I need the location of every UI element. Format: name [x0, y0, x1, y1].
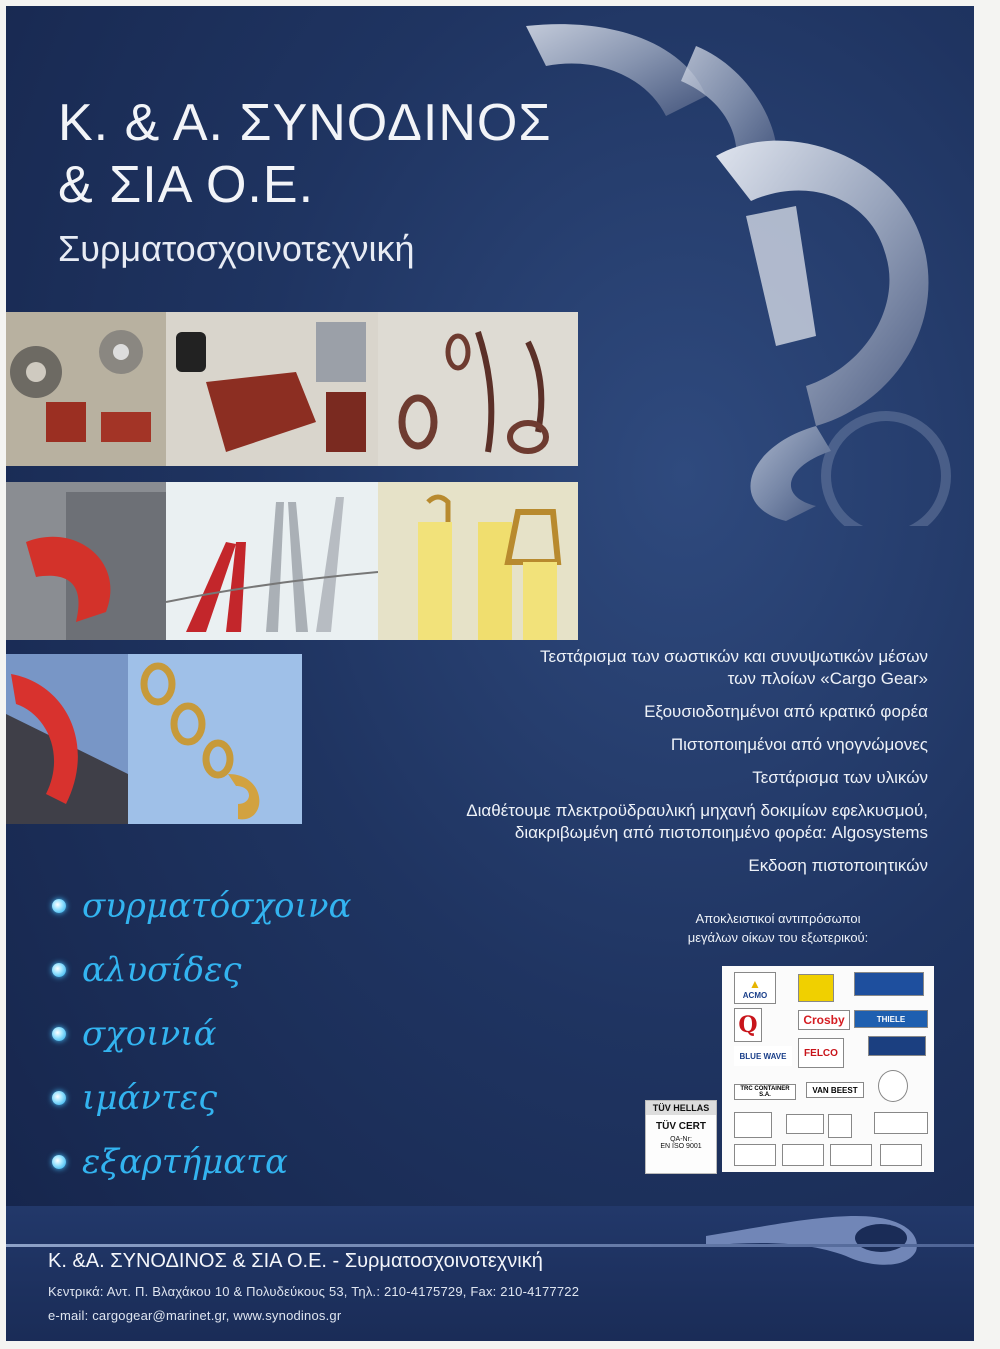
- photo-crane: [6, 654, 128, 824]
- tuv-iso-label: EN ISO 9001: [660, 1143, 702, 1150]
- bullet-icon: [52, 1027, 66, 1041]
- company-title-line1: Κ. & Α. ΣΥΝΟΔΙΝΟΣ: [58, 94, 552, 152]
- product-item: [52, 1130, 351, 1194]
- footer-email: e-mail: cargogear@marinet.gr, www.synodinos.gr: [48, 1308, 342, 1323]
- service-cargo-gear: [328, 646, 928, 690]
- representatives-line: μεγάλων οίκων του εξωτερικού:: [687, 930, 869, 945]
- company-title: [58, 92, 551, 216]
- representatives-line: Αποκλειστικοί αντιπρόσωποι: [695, 911, 861, 926]
- small-logo: [734, 1144, 776, 1166]
- tuv-certificate: [645, 1100, 717, 1174]
- thiele-logo: THIELE: [854, 1010, 928, 1028]
- small-logo: [786, 1114, 824, 1134]
- talurit-logo: [868, 1036, 926, 1056]
- services-list: [328, 646, 928, 888]
- product-item: [52, 1002, 351, 1066]
- photo-pulleys: [6, 312, 166, 466]
- acmo-logo-mark: ▲: [749, 976, 761, 991]
- small-logo: [874, 1112, 928, 1134]
- bullet-icon: [52, 963, 66, 977]
- wire-rope-logo: [798, 974, 834, 1002]
- small-logo: [828, 1114, 852, 1138]
- footer-company: Κ. &Α. ΣΥΝΟΔΙΝΟΣ & ΣΙΑ Ο.Ε. - Συρματοσχοινοτεχνική: [48, 1250, 543, 1272]
- footer-divider: [6, 1244, 974, 1247]
- product-label: συρματόσχοινα: [82, 886, 352, 926]
- photo-red-fittings: [166, 312, 378, 466]
- thimble-icon: [706, 1196, 926, 1276]
- small-logo: [782, 1144, 824, 1166]
- small-logo: [734, 1112, 772, 1138]
- service-line: Διαθέτουμε πλεκτροϋδραυλική μηχανή δοκιμίων εφελκυσμού,: [466, 801, 928, 820]
- company-title-line2: & ΣΙΑ Ο.Ε.: [58, 156, 315, 214]
- poster: [6, 6, 974, 1341]
- van-beest-logo: VAN BEEST: [806, 1082, 864, 1098]
- service-tensile-testing: [328, 800, 928, 844]
- trc-logo: TRC CONTAINER S.A.: [734, 1084, 796, 1100]
- representatives-note: [628, 909, 928, 947]
- product-label: ιμάντες: [82, 1078, 218, 1118]
- product-label: αλυσίδες: [82, 950, 242, 990]
- photo-swivel-hook: [128, 654, 302, 824]
- tuv-cert-label: TÜV CERT: [656, 1121, 706, 1132]
- product-label: εξαρτήματα: [82, 1142, 288, 1182]
- bullet-icon: [52, 1155, 66, 1169]
- photo-cutters: [166, 482, 378, 640]
- blue-brand-logo: [854, 972, 924, 996]
- product-item: [52, 938, 351, 1002]
- bullet-icon: [52, 1091, 66, 1105]
- product-item: [52, 1066, 351, 1130]
- photo-chains: [378, 312, 578, 466]
- footer-address: Κεντρικά: Αντ. Π. Βλαχάκου 10 & Πολυδεύκους 53, Τηλ.: 210-4175729, Fax: 210-4177722: [48, 1284, 580, 1299]
- round-seal-logo: [878, 1070, 908, 1102]
- service-line: Εξουσιοδοτημένοι από κρατικό φορέα: [644, 702, 928, 721]
- small-logo: [830, 1144, 872, 1166]
- product-list: [52, 874, 351, 1194]
- service-line: Πιστοποιημένοι από νηογνώμονες: [670, 735, 928, 754]
- service-line: των πλοίων «Cargo Gear»: [727, 669, 928, 688]
- crosby-logo: Crosby: [798, 1010, 850, 1030]
- service-line: διακριβωμένη από πιστοποιημένο φορέα: Algosystems: [514, 823, 928, 842]
- acmo-logo: [734, 972, 776, 1004]
- service-line: Τεστάρισμα των σωστικών και συνυψωτικών μέσων: [540, 647, 928, 666]
- tuv-qa-label: QA-Nr:: [670, 1136, 692, 1143]
- photo-slings: [378, 482, 578, 640]
- tuv-hellas-label: TÜV HELLAS: [646, 1101, 716, 1115]
- company-subtitle: Συρματοσχοινοτεχνική: [58, 228, 415, 269]
- service-line: Εκδοση πιστοποιητικών: [748, 856, 928, 875]
- brand-logos-panel: [722, 966, 934, 1172]
- felco-logo: FELCO: [798, 1038, 844, 1068]
- acmo-logo-text: ACMO: [742, 990, 768, 1000]
- product-item: [52, 874, 351, 938]
- service-line: Τεστάρισμα των υλικών: [752, 768, 928, 787]
- q-logo: Q: [734, 1008, 762, 1042]
- photo-red-hook: [6, 482, 166, 640]
- small-logo: [880, 1144, 922, 1166]
- blue-wave-logo: BLUE WAVE: [734, 1046, 792, 1066]
- footer: [6, 1206, 974, 1341]
- product-label: σχοινιά: [82, 1014, 217, 1054]
- bullet-icon: [52, 899, 66, 913]
